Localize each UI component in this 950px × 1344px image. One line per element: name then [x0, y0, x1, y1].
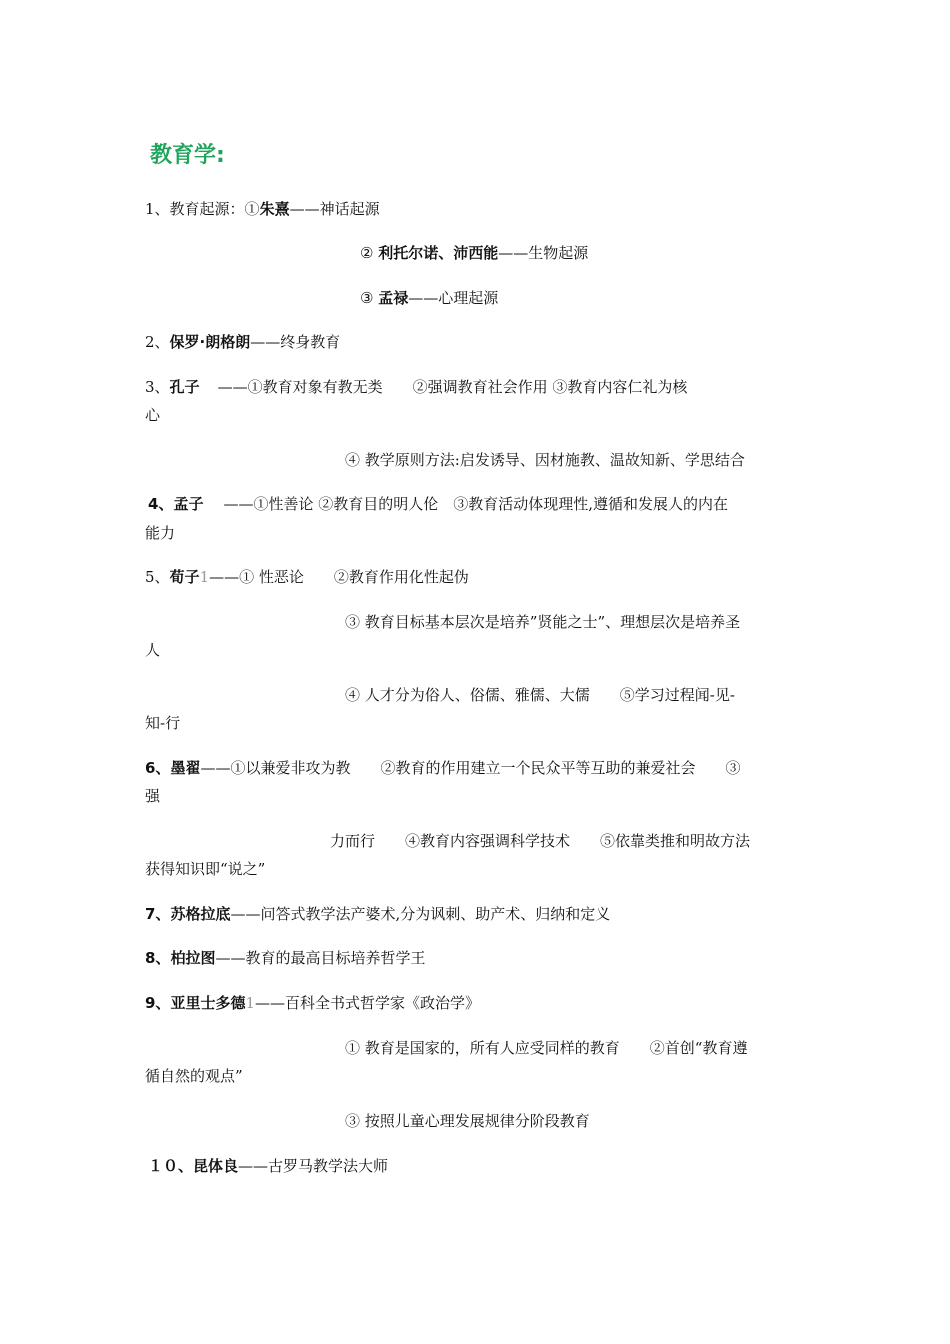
person-name: 柏拉图 — [170, 949, 216, 967]
section-6-line-2-wrap: 获得知识即“说之” — [145, 860, 266, 878]
item-text: ——百科全书式哲学家《政治学》 — [255, 994, 481, 1012]
item-text: ——生物起源 — [498, 244, 589, 262]
item-text: ——教育的最高目标培养哲学王 — [215, 949, 426, 967]
section-3-line-2: ④ 教学原则方法:启发诱导、因材施教、温故知新、学思结合 — [345, 451, 745, 469]
section-6-line-2: 力而行 ④教育内容强调科学技术 ⑤依靠类推和明故方法 — [330, 832, 751, 850]
item-text: ——神话起源 — [289, 200, 380, 218]
section-9-line-2-wrap: 循自然的观点” — [145, 1067, 243, 1085]
item-number: 8、 — [145, 949, 171, 967]
footnote-mark: 1 — [199, 568, 210, 586]
section-5-line-2: ③ 教育目标基本层次是培养”贤能之士”、理想层次是培养圣 — [345, 613, 741, 631]
item-text: ——①以兼爱非攻为教 ②教育的作用建立一个民众平等互助的兼爱社会 ③ — [200, 759, 741, 777]
page-title: 教育学: — [150, 143, 225, 168]
person-name: 墨翟 — [170, 759, 201, 777]
item-text: ——古罗马教学法大师 — [238, 1157, 389, 1175]
section-4-wrap: 能力 — [145, 524, 176, 542]
section-1-line-2 — [360, 243, 588, 263]
section-1-line-3 — [360, 288, 498, 308]
person-name: 朱熹 — [259, 200, 290, 218]
section-10 — [148, 1156, 388, 1176]
person-name: 孟禄 — [378, 289, 409, 307]
section-9 — [145, 993, 480, 1013]
item-text: ——问答式教学法产婆术,分为讽刺、助产术、归纳和定义 — [230, 905, 611, 923]
item-number: 1、 — [145, 200, 170, 218]
section-9-line-3: ③ 按照儿童心理发展规律分阶段教育 — [345, 1112, 590, 1130]
footnote-mark: 1 — [245, 994, 255, 1012]
person-name: 亚里士多德 — [170, 994, 246, 1012]
person-name: 荀子 — [169, 568, 200, 586]
person-name: 保罗·朗格朗 — [169, 333, 251, 351]
item-number: 5、 — [145, 568, 170, 586]
section-1 — [145, 199, 380, 219]
section-5-line-2-wrap: 人 — [145, 641, 161, 659]
item-prefix: 教育起源：① — [169, 200, 260, 218]
section-5 — [145, 567, 469, 587]
person-name: 孟子 — [173, 495, 204, 513]
section-3 — [145, 377, 687, 397]
item-text: ——①性善论 ②教育目的明人伦 ③教育活动体现理性,遵循和发展人的内在 — [223, 495, 728, 513]
section-7 — [145, 904, 610, 924]
item-number: １０、 — [148, 1157, 194, 1175]
item-number: 4、 — [148, 495, 174, 513]
item-text: ——终身教育 — [250, 333, 341, 351]
section-5-line-3-wrap: 知-行 — [145, 714, 181, 732]
section-5-line-3: ④ 人才分为俗人、俗儒、雅儒、大儒 ⑤学习过程闻-见- — [345, 686, 735, 704]
item-prefix: ③ — [360, 289, 379, 307]
section-2 — [145, 332, 340, 352]
section-8 — [145, 948, 425, 968]
person-name: 昆体良 — [193, 1157, 239, 1175]
item-text: ——① 性恶论 ②教育作用化性起伪 — [209, 568, 469, 586]
item-number: 9、 — [145, 994, 171, 1012]
person-name: 利托尔诺、沛西能 — [378, 244, 499, 262]
item-text: ——心理起源 — [408, 289, 499, 307]
person-name: 苏格拉底 — [170, 905, 231, 923]
section-6-wrap: 强 — [145, 787, 161, 805]
item-text: ——①教育对象有教无类 ②强调教育社会作用 ③教育内容仁礼为核 — [217, 378, 688, 396]
section-3-wrap: 心 — [145, 406, 161, 424]
person-name: 孔子 — [169, 378, 200, 396]
item-prefix: ② — [360, 244, 379, 262]
item-number: 2、 — [145, 333, 170, 351]
item-number: 6、 — [145, 759, 171, 777]
item-number: 3、 — [145, 378, 170, 396]
section-4 — [148, 494, 728, 514]
section-9-line-2: ① 教育是国家的，所有人应受同样的教育 ②首创“教育遵 — [345, 1039, 748, 1057]
item-number: 7、 — [145, 905, 171, 923]
section-6 — [145, 758, 740, 778]
